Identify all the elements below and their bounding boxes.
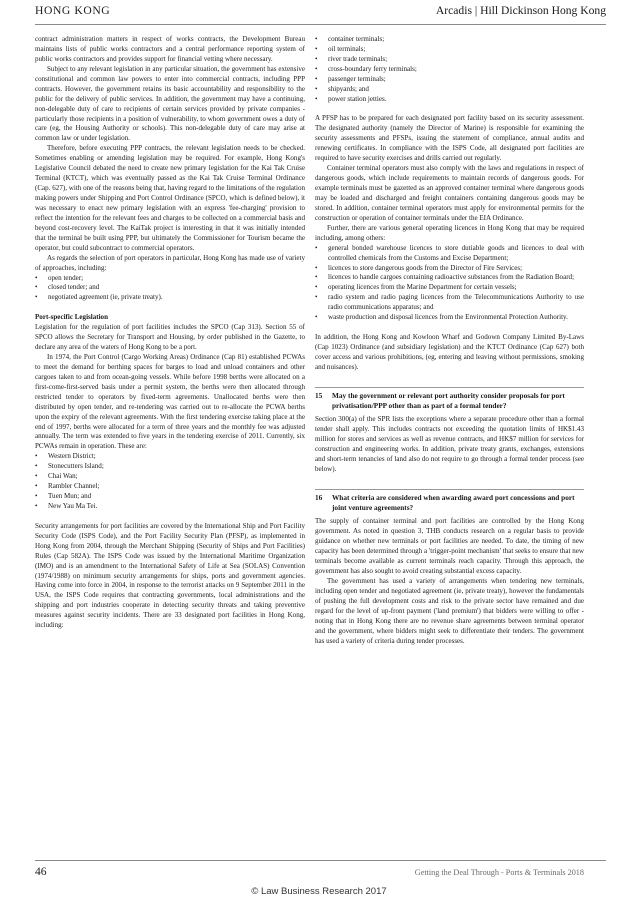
question-heading: [315, 391, 584, 412]
question-heading: [315, 493, 584, 514]
right-column: [315, 35, 584, 647]
list-item: • Stonecutters Island;: [35, 462, 305, 472]
list-item: • negotiated agreement (ie, private treaty).: [35, 293, 305, 303]
list-item: • river trade terminals;: [315, 55, 584, 65]
spacer: [315, 323, 584, 333]
list-item: • cross-boundary ferry terminals;: [315, 65, 584, 75]
list-item: • container terminals;: [315, 35, 584, 45]
list-item: • Rambler Channel;: [35, 482, 305, 492]
list-item: • operating licences from the Marine Department for certain vessels;: [315, 283, 584, 293]
list-item: • Chai Wan;: [35, 472, 305, 482]
header-firm: Arcadis | Hill Dickinson Hong Kong: [435, 4, 606, 17]
list-item: • open tender;: [35, 274, 305, 284]
footer-divider: [35, 860, 606, 861]
list-item: • licences to handle cargoes containing radioactive substances from the Radiation Board;: [315, 273, 584, 283]
paragraph: Subject to any relevant legislation in any particular situation, the government has extensive constitutional and common law powers to enter into commercial contracts, including PPP contracts. However, the government retains its basic accountability and responsibility to the public for the delivery of public services. In addition, the government may have a continuing, non-delegable duty of care to recipients of certain services provided by private companies - particularly those recipients in a position of vulnerability, to whom government owes a duty of care (eg, the Housing Authority or schools). This non-delegable duty of care may arise at common law or under legislation.: [35, 64, 305, 143]
paragraph: A PFSP has to be prepared for each designated port facility based on its security assessment. The designated authority (namely the Director of Marine) is responsible for examining the security assessments and PFSPs, issuing the statement of compliance, annual audits and renewing certificates. In compliance with the ISPS Code, all designated port facilities are required to have security exercises and drills carried out regularly.: [315, 114, 584, 163]
question-16-section: [315, 489, 584, 647]
paragraph: Container terminal operators must also comply with the laws and regulations in respect of dangerous goods, which include requirements to maintain records of dangerous goods. For example terminals must be gazetted as an approved container terminal where dangerous goods may be loaded and discharged and freight containers containing dangerous goods may be stored. In addition, container terminal operators must apply for environmental permits for the construction or operation of container terminals under the EIA Ordinance.: [315, 164, 584, 222]
question-text: May the government or relevant port authority consider proposals for port privatisation/PPP other than as part of a formal tender?: [332, 390, 565, 410]
spacer: [35, 512, 305, 522]
list-item: • Western District;: [35, 452, 305, 462]
copyright-notice: © Law Business Research 2017: [251, 886, 387, 897]
section-subheading: Port-specific Legislation: [35, 313, 108, 322]
paragraph: In 1974, the Port Control (Cargo Working Areas) Ordinance (Cap 81) established PCWAs to meet the demand for berthing spaces for barges to load and unload containers and other cargoes taken to and from ocean-going vessels. While before 1998 berths were allocated on a first-come-first-served basis under a permit system, the berths were then allocated through restricted tender to operators by fixed-term agreements. Unallocated berths were then distributed by open tender, and re-tendering was carried out to re-allocate the PCWA berths upon the expiry of the relevant agreements. With the first tendering exercise taking place at the end of 1997, berths were allocated for a term of three years and the monthly fee was adjusted annually. The term was extended to five years in the tendering exercise of 2011. Currently, six PCWAs remain in operation. These are:: [35, 352, 305, 451]
paragraph: The supply of container terminal and port facilities are controlled by the Hong Kong government. As noted in question 3, THB conducts research on a regular basis to provide guidance on whether new terminals or port facilities are needed. To date, the timing of new capacity has been determined through a 'trigger-point mechanism' that seeks to ensure that new terminals become available as current terminals reach capacity. Through this approach, the government has also sought to avoid creating substantial excess capacity.: [315, 517, 584, 576]
question-number: 16: [315, 492, 323, 502]
paragraph: The government has used a variety of arrangements when tendering new terminals, including open tender and negotiated agreement (ie, private treaty), however the fundamentals of pushing the full development costs and risk to the private sector have remained and due regard for the level of up-front payment ('land premium') that bidders were willing to offer - noting that in Hong Kong there are no revenue share agreements between terminal operator and the government, where bidders might seek to differentiate their tenders. The government has used a variety of criteria during tender processes.: [315, 577, 584, 645]
left-column: [35, 35, 305, 631]
pcwa-list: [35, 452, 305, 512]
paragraph: Security arrangements for port facilities are covered by the International Ship and Port Facility Security Code (ISPS Code), and the Port Facility Security Plan (PFSP), as implemented in Hong Kong from 2004, through the Merchant Shipping (Security of Ships and Port Facilities) Rules (Cap 582A). The ISPS Code was issued by the International Maritime Organization (IMO) and is an amendment to the International Safety of Life at Sea (SOLAS) Convention (1974/1988) on minimum security arrangements for ships, ports and government agencies. Having come into force in 2004, in response to the terrorist attacks on 9 September 2011 in the USA, the ISPS Code requires that contracting governments, local administrations and the shipping and port industries cooperate in detecting security threats and taking preventive measures against security incidents. There are 33 designated port facilities in Hong Kong, including:: [35, 521, 305, 630]
list-item: • closed tender; and: [35, 283, 305, 293]
approaches-list: [35, 274, 305, 304]
list-item: • passenger terminals;: [315, 75, 584, 85]
question-text: What criteria are considered when awarding award port concessions and port joint venture agreements?: [332, 492, 575, 513]
header-divider: [35, 24, 606, 25]
licences-list: [315, 244, 584, 324]
list-item: • power station jetties.: [315, 95, 584, 105]
question-15-section: [315, 387, 584, 475]
header-jurisdiction: HONG KONG: [35, 4, 111, 17]
list-item: • shipyards; and: [315, 85, 584, 95]
paragraph: As regards the selection of port operators in particular, Hong Kong has made use of variety of approaches, including:: [35, 253, 305, 272]
spacer: [315, 373, 584, 383]
publication-title: Getting the Deal Through - Ports & Terminals 2018: [414, 868, 584, 877]
list-item: • licences to store dangerous goods from the Director of Fire Services;: [315, 264, 584, 274]
paragraph: contract administration matters in respect of works contracts, the Development Bureau maintains lists of public works contractors and a central performance reporting system of public works contractors and provides support for financial vetting where necessary.: [35, 35, 305, 63]
list-item: • radio system and radio paging licences from the Telecommunications Authority to use radio communications apparatus; and: [315, 293, 584, 313]
paragraph: Further, there are various general operating licences in Hong Kong that may be required including, among others:: [315, 223, 584, 242]
list-item: • Tuen Mun; and: [35, 492, 305, 502]
paragraph: In addition, the Hong Kong and Kowloon Wharf and Godown Company Limited By-Laws (Cap 1023) Ordinance (and subsidiary legislation) and the KTCT Ordinance (Cap 627) both cover access and various prohibitions, (eg, entering and leaving without permissions, smoking and nuisances).: [315, 333, 584, 371]
paragraph: Section 300(a) of the SPR lists the exceptions where a separate procedure other than a formal tender shall apply. This includes contracts not exceeding the quotation limits of HK$1.43 million for stores and services as well as revenue contracts, and HK$7 million for services for construction and engineering works. In addition, private treaty grants, exchanges, extensions and short-term tenancies of land also do not require to go through a formal tender process (see below).: [315, 415, 584, 473]
list-item: • oil terminals;: [315, 45, 584, 55]
page-header: [35, 0, 606, 22]
list-item: • waste production and disposal licences from the Environmental Protection Authority.: [315, 313, 584, 323]
paragraph: Therefore, before executing PPP contracts, the relevant legislation needs to be checked. Sometimes enabling or amending legislation may be required. For example, Hong Kong's Legislative Council debated the need to create new primary legislation for the Kai Tak Cruise Terminal (KTCT), which was eventually passed as the Kai Tak Cruise Terminal Ordinance (Cap. 627), with one of the reasons being that, having regard to the limitations of the regulation making powers under Shipping and Port Control Ordinance (SPCO, which is defined below), it was necessary to enact new primary legislation with an express 'fee-charging' provision to reflect the intention for the relevant fees and charges to be collected on a commercial basis and beyond cost-recovery level. The KaiTak project is interesting in that it was initially intended that the terminal be built using PPP, but ultimately the Commissioner for Tourism became the operator, but could subcontract to commercial operators.: [35, 144, 305, 252]
page-number: 46: [35, 866, 47, 878]
paragraph: Legislation for the regulation of port facilities includes the SPCO (Cap 313). Section 55 of SPCO allows the Secretary for Transport and Housing, by order published in the Gazette, to declare any area of the waters of Hong Kong to be a port.: [35, 323, 305, 352]
question-number: 15: [315, 390, 323, 400]
spacer: [315, 475, 584, 485]
spacer: [35, 303, 305, 313]
list-item: • general bonded warehouse licences to store dutiable goods and licences to deal with controlled chemicals from the Customs and Excise Department;: [315, 244, 584, 264]
port-facilities-list: [315, 35, 584, 105]
list-item: • New Yau Ma Tei.: [35, 502, 305, 512]
spacer: [315, 105, 584, 115]
